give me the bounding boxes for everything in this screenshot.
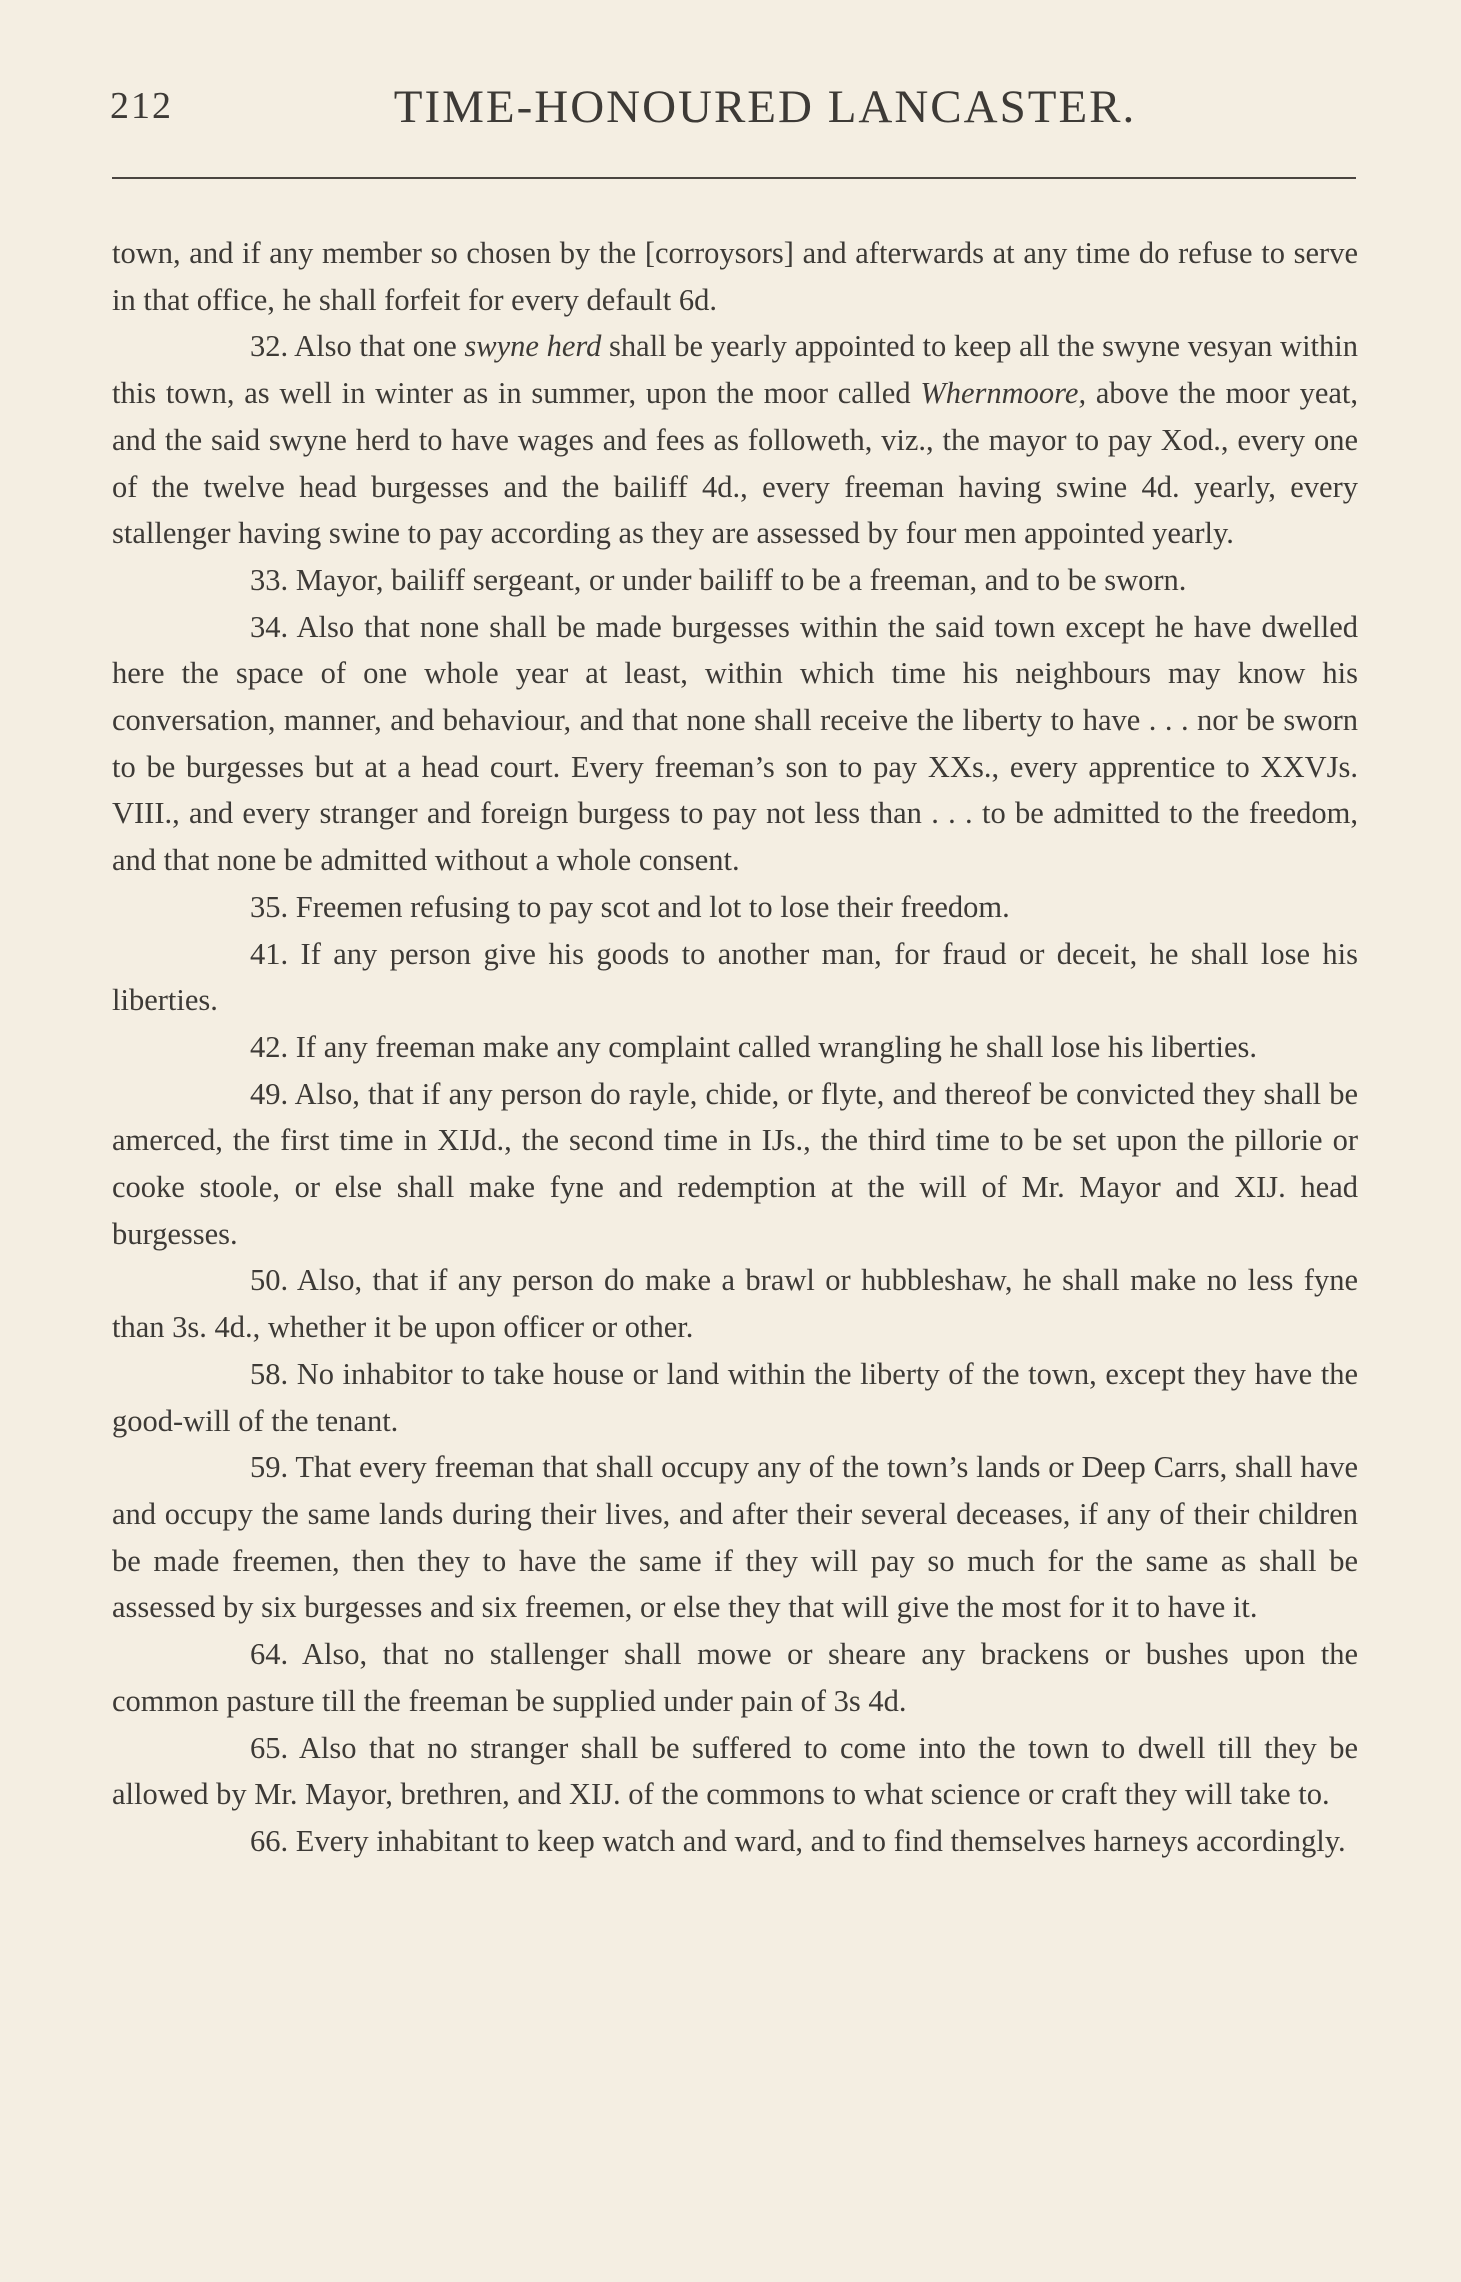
paragraph-41: 41. If any person give his goods to another man, for fraud or deceit, he shall lose his liberties.	[112, 936, 1358, 1018]
paragraph-59: 59. That every freeman that shall occupy any of the town’s lands or Deep Carrs, shall have and occupy the same lands during their lives, and after their several deceases, if any of their children be made freemen, then they to have the same if they will pay so much for the same as shall be assessed by six burgesses and six freemen, or else they that will give the most for it to have it.	[112, 1450, 1358, 1625]
p32-tail: above the moor yeat, and the said swyne herd to have wages and fees as followeth, viz., the mayor to pay Xod., every one of the twelve head burgesses and the bailiff 4d., every freeman having swine 4d. yearly, every stallenger having swine to pay according as they are assessed by four men appointed yearly.	[112, 376, 1359, 551]
p32-italic-whernmoore: Whernmoore,	[920, 376, 1087, 411]
paragraph-34: 34. Also that none shall be made burgesses within the said town except he have dwelled here the space of one whole year at least, within which time his neighbours may know his conversation, manner, and behaviour, and that none shall receive the liberty to have . . . nor be sworn to be burgesses but at a head court. Every freeman’s son to pay XXs., every apprentice to XXVJs. VIII., and every stranger and foreign burgess to pay not less than . . . to be admitted to the freedom, and that none be admitted without a whole consent.	[112, 609, 1358, 878]
paragraph-65: 65. Also that no stranger shall be suffered to come into the town to dwell till they be allowed by Mr. Mayor, brethren, and XIJ. of the commons to what science or craft they will take to.	[112, 1730, 1358, 1812]
running-title: TIME-HONOURED LANCASTER.	[393, 81, 1137, 133]
paragraph-32	[112, 323, 1358, 557]
paragraph-64: 64. Also, that no stallenger shall mowe or sheare any brackens or bushes upon the common pasture till the freeman be supplied under pain of 3s 4d.	[112, 1637, 1358, 1718]
paragraph-33: 33. Mayor, bailiff sergeant, or under bailiff to be a freeman, and to be sworn.	[250, 562, 1187, 597]
paragraph-42: 42. If any freeman make any complaint called wrangling he shall lose his liberties.	[250, 1029, 1258, 1064]
paragraph-49: 49. Also, that if any person do rayle, chide, or flyte, and thereof be convicted they shall be amerced, the first time in XIJd., the second time in IJs., the third time to be set upon the pillorie or cooke stoole, or else shall make fyne and redemption at the will of Mr. Mayor and XIJ. head burgesses.	[112, 1076, 1358, 1251]
header-rule	[112, 177, 1356, 179]
paragraph-58: 58. No inhabitor to take house or land within the liberty of the town, except they have the good-will of the tenant.	[112, 1356, 1358, 1438]
body-text	[112, 230, 1358, 1865]
p32-lead: 32. Also that one	[250, 329, 465, 364]
paragraph-continuation: town, and if any member so chosen by the [corroysors] and afterwards at any time do refuse to serve in that office, he shall forfeit for every default 6d.	[112, 236, 1358, 317]
paragraph-35: 35. Freemen refusing to pay scot and lot to lose their freedom.	[250, 889, 1010, 924]
page-number: 212	[110, 85, 173, 127]
p32-italic-swyne-herd: swyne herd	[464, 329, 602, 364]
p32-mid: shall be yearly appointed to keep all the swyne vesyan within this town, as well in winter as in summer, upon the moor called	[112, 329, 1358, 411]
paragraph-66: 66. Every inhabitant to keep watch and ward, and to find themselves harneys accordingly.	[250, 1823, 1346, 1858]
paragraph-50: 50. Also, that if any person do make a brawl or hubbleshaw, he shall make no less fyne than 3s. 4d., whether it be upon officer or other.	[112, 1263, 1358, 1345]
page-header	[110, 80, 1360, 140]
